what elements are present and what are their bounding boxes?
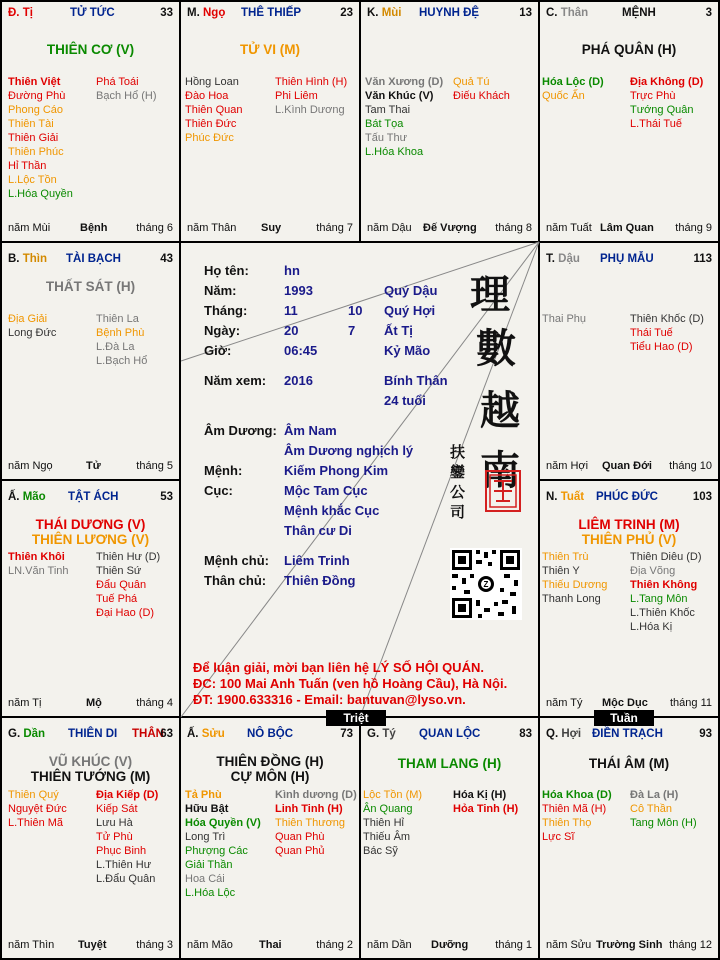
star-item: L.Thiên Khốc (630, 607, 695, 619)
main-star: PHÁ QUÂN (H) (581, 42, 677, 57)
stars-right (275, 75, 347, 117)
star-item: Tuế Phá (96, 593, 138, 605)
palace-ty[interactable] (361, 718, 538, 958)
star-item: Điếu Khách (453, 90, 510, 102)
star-item: L.Hóa Kị (630, 621, 673, 633)
footer-year: năm Ngọ (8, 460, 53, 472)
star-item: Đại Hao (D) (96, 607, 155, 619)
footer-year: năm Tuất (546, 222, 592, 234)
name-label: Họ tên: (204, 263, 249, 278)
footer-state: Lâm Quan (600, 222, 654, 234)
star-item: L.Hóa Quyền (8, 188, 73, 200)
stars-left (363, 788, 422, 858)
star-item: Phi Liêm (275, 90, 318, 102)
footer-year: năm Mùi (8, 222, 51, 234)
cuc-relation: Mệnh khắc Cục (284, 503, 380, 518)
contact-phone-email[interactable]: ĐT: 1900.633316 - Email: bantuvan@lyso.vn. (193, 692, 466, 707)
star-item: Thiếu Âm (363, 831, 411, 843)
footer-month: tháng 4 (136, 697, 173, 709)
palace-name: MỆNH (622, 7, 656, 19)
star-item: Bạch Hổ (H) (96, 90, 157, 102)
stars-right (96, 75, 157, 103)
star-item: Phong Cáo (8, 104, 64, 116)
star-item: L.Thái Tuế (630, 118, 682, 130)
footer-year: năm Dậu (367, 222, 412, 234)
star-item: Văn Xương (D) (365, 76, 444, 88)
star-item: Thiên Sứ (96, 565, 142, 577)
star-item: Thiên Hư (D) (96, 551, 161, 563)
palace-name: PHỤ MẪU (600, 253, 654, 265)
palace-branch: M. Ngọ (187, 7, 226, 19)
star-item: Thiên Quan (185, 104, 243, 116)
stars-left (185, 75, 242, 145)
star-item: Thiên Hỉ (363, 817, 404, 829)
palace-name: TỬ TỨC (70, 7, 115, 19)
palace-name: TÀI BẠCH (66, 253, 121, 265)
star-item: Hóa Kị (H) (453, 789, 507, 801)
star-item: Thiên Thọ (542, 817, 592, 829)
footer-year: năm Hợi (546, 460, 589, 472)
palace-branch: C. Thân (546, 7, 589, 19)
footer-month: tháng 2 (316, 939, 353, 951)
main-star: THIÊN PHỦ (V) (581, 532, 677, 547)
palace-name: TẬT ÁCH (68, 491, 119, 503)
age-value: 24 tuổi (384, 393, 426, 408)
footer-month: tháng 6 (136, 222, 173, 234)
palace-branch: B. Thìn (8, 253, 47, 265)
month-solar: 11 (284, 303, 298, 318)
palace-mao[interactable] (2, 481, 179, 716)
stars-left (365, 75, 443, 159)
palace-branch: Đ. Tị (8, 7, 33, 19)
star-item: Long Đức (8, 327, 57, 339)
star-item: Thiên Khôi (8, 551, 65, 563)
footer-month: tháng 3 (136, 939, 173, 951)
star-item: L.Đẩu Quân (96, 873, 156, 885)
hour-can: Kỷ Mão (384, 343, 431, 358)
star-item: Tướng Quân (630, 104, 694, 116)
palace-name: PHÚC ĐỨC (596, 491, 658, 503)
star-item: Thiên Không (630, 579, 698, 591)
footer-month: tháng 11 (669, 697, 712, 709)
stars-right (630, 312, 704, 354)
star-item: Địa Không (D) (630, 76, 704, 88)
star-item: Thái Tuế (630, 327, 673, 339)
star-item: Hóa Khoa (D) (542, 789, 612, 801)
menh-chu-label: Mệnh chủ: (204, 553, 269, 568)
star-item: Phượng Các (185, 845, 248, 857)
star-item: Kiếp Sát (96, 803, 138, 815)
star-item: Hỉ Thần (8, 160, 47, 172)
star-item: Thiên Tài (8, 118, 54, 130)
star-item: Đào Hoa (185, 90, 229, 102)
qr-code[interactable] (450, 548, 522, 620)
star-item: Lộc Tồn (M) (363, 789, 423, 801)
footer-month: tháng 7 (316, 222, 353, 234)
star-item: Văn Khúc (V) (365, 90, 434, 102)
view-year-label: Năm xem: (204, 373, 267, 388)
palace-branch: N. Tuất (546, 491, 585, 503)
palace-name: THÊ THIẾP (241, 7, 302, 19)
star-item: Giải Thần (185, 859, 233, 871)
main-star: THÁI ÂM (M) (588, 756, 670, 771)
day-can: Ất Tị (384, 323, 413, 338)
stars-right (96, 312, 147, 368)
palace-branch: G. Tý (367, 728, 396, 740)
palace-ngo[interactable] (181, 2, 359, 241)
palace-branch: T. Dậu (546, 253, 580, 265)
calligraphy-char: 理 (470, 271, 510, 318)
star-item: Thiên Trù (542, 551, 589, 563)
palace-branch: Q. Hợi (546, 728, 582, 740)
star-item: Thiên Thương (275, 817, 346, 829)
star-item: Lực Sĩ (542, 831, 575, 843)
hour-value: 06:45 (284, 343, 318, 358)
star-item: Thanh Long (542, 593, 601, 605)
star-item: Đẩu Quân (96, 579, 147, 591)
day-label: Ngày: (204, 323, 241, 338)
star-item: L.Hóa Lộc (185, 887, 236, 899)
star-item: Địa Giải (8, 313, 48, 325)
footer-state: Dưỡng (431, 939, 469, 951)
palace-branch: Ấ. Mão (8, 491, 46, 503)
star-item: Thiên Giải (8, 132, 59, 144)
contact-address: ĐC: 100 Mai Anh Tuấn (ven hồ Hoàng Cầu), Hà Nội. (193, 676, 508, 691)
footer-month: tháng 8 (495, 222, 532, 234)
star-item: Thiên Hình (H) (275, 76, 348, 88)
triet-tag: Triệt (326, 710, 386, 726)
month-label: Tháng: (204, 303, 248, 318)
footer-state: Trường Sinh (596, 939, 663, 951)
month-lunar: 10 (348, 303, 363, 318)
stars-right (275, 788, 357, 858)
footer-month: tháng 9 (675, 222, 712, 234)
star-item: Phục Binh (96, 845, 147, 857)
palace-name: NÔ BỘC (247, 728, 293, 740)
stars-left (8, 550, 69, 578)
star-item: Bát Tọa (365, 118, 404, 130)
stars-right (630, 550, 702, 634)
stars-left (8, 312, 56, 340)
palace-branch: G. Dần (8, 728, 46, 740)
star-item: Thai Phụ (542, 313, 587, 325)
than-position: Thân cư Di (284, 523, 352, 538)
main-star: THÁI DƯƠNG (V) (35, 517, 146, 532)
view-year-value: 2016 (284, 373, 313, 388)
palace-branch: Ấ. Sửu (187, 728, 225, 740)
footer-month: tháng 5 (136, 460, 173, 472)
star-item: Tiểu Hao (D) (630, 341, 693, 353)
palace-age: 93 (699, 728, 712, 740)
contact-line-1: Để luận giải, mời bạn liên hệ LÝ SỐ HỘI QUÁN. (193, 660, 484, 675)
tuan-tag: Tuần (594, 710, 654, 726)
footer-state: Mộ (86, 697, 102, 709)
star-item: Thiên Diêu (D) (630, 551, 702, 563)
menh-label: Mệnh: (204, 463, 243, 478)
star-item: Quả Tú (453, 76, 490, 88)
palace-age: 63 (160, 728, 173, 740)
palace-age: 113 (693, 253, 712, 265)
star-item: Tam Thai (365, 104, 411, 116)
palace-name-than: THÂN (132, 728, 164, 740)
star-item: Bệnh Phù (96, 327, 145, 339)
star-item: Ân Quang (363, 803, 413, 815)
main-star: THIÊN TƯỚNG (M) (30, 769, 151, 784)
star-item: L.Kình Dương (275, 104, 345, 116)
main-star: LIÊM TRINH (M) (578, 517, 680, 532)
footer-year: năm Sửu (546, 939, 592, 951)
stars-right (630, 75, 703, 131)
footer-month: tháng 1 (495, 939, 532, 951)
star-item: Thiên Khốc (D) (630, 313, 704, 325)
palace-age: 103 (692, 491, 712, 503)
star-item: Thiên Đức (185, 118, 237, 130)
stars-left (542, 550, 607, 606)
stars-left (185, 788, 261, 900)
main-star: THIÊN ĐỒNG (H) (216, 754, 324, 769)
star-item: Địa Võng (630, 565, 676, 577)
footer-state: Bệnh (80, 222, 108, 234)
main-star: TỬ VI (M) (240, 42, 300, 57)
footer-state: Mộc Dục (602, 697, 648, 709)
star-item: Thiên Quý (8, 789, 59, 801)
palace-ti[interactable] (2, 2, 179, 241)
main-star: THIÊN CƠ (V) (46, 42, 135, 57)
star-item: Thiên Việt (8, 76, 61, 88)
main-star: THẤT SÁT (H) (45, 279, 136, 294)
seal-stamp (485, 470, 521, 512)
star-item: Tấu Thư (365, 132, 408, 144)
star-item: L.Lộc Tồn (8, 174, 57, 186)
star-item: L.Đà La (96, 341, 135, 353)
star-item: LN.Văn Tinh (8, 565, 69, 577)
star-item: Hóa Lộc (D) (542, 76, 604, 88)
star-item: Kình dương (D) (275, 789, 357, 801)
star-item: Quan Phủ (275, 845, 325, 857)
star-item: Tử Phù (96, 831, 133, 843)
amduong-value: Âm Nam (284, 423, 337, 438)
footer-state: Tử (86, 460, 101, 472)
main-star: VŨ KHÚC (V) (48, 754, 133, 769)
footer-state: Tuyệt (78, 939, 107, 951)
footer-year: năm Dần (367, 939, 412, 951)
star-item: Địa Kiếp (D) (96, 789, 159, 801)
palace-age: 13 (519, 7, 532, 19)
stars-left (8, 75, 73, 201)
star-item: L.Thiên Hư (96, 859, 152, 871)
star-item: Thiên Phúc (8, 146, 64, 158)
amduong-label: Âm Dương: (204, 423, 277, 438)
footer-state: Thai (259, 939, 282, 951)
star-item: Quốc Ấn (542, 90, 585, 102)
menh-value: Kiếm Phong Kim (284, 463, 389, 478)
palace-mui[interactable] (361, 2, 538, 241)
stars-left (542, 312, 586, 326)
star-item: Đà La (H) (630, 789, 679, 801)
footer-state: Suy (261, 222, 282, 234)
stars-right (453, 788, 518, 816)
than-chu-label: Thân chủ: (204, 573, 267, 588)
palace-name: ĐIỀN TRẠCH (592, 728, 663, 740)
than-chu-value: Thiên Đồng (284, 573, 356, 588)
main-star: THIÊN LƯƠNG (V) (31, 532, 150, 547)
star-item: Trực Phù (630, 90, 676, 102)
palace-age: 53 (160, 491, 173, 503)
palace-age: 73 (340, 728, 353, 740)
star-item: Nguyệt Đức (8, 803, 67, 815)
star-item: Thiên La (96, 313, 139, 325)
star-item: Đường Phù (8, 90, 66, 102)
stars-right (630, 788, 697, 830)
cuc-value: Mộc Tam Cục (284, 483, 368, 498)
year-label: Năm: (204, 283, 237, 298)
star-item: Tả Phù (185, 789, 222, 801)
main-star: CỰ MÔN (H) (230, 769, 310, 784)
palace-dau[interactable] (540, 243, 718, 479)
star-item: Hữu Bật (185, 803, 229, 815)
star-item: Cô Thần (630, 803, 672, 815)
view-year-can: Bính Thân (384, 373, 448, 388)
star-item: L.Hóa Khoa (365, 146, 424, 158)
star-item: Hỏa Tinh (H) (453, 803, 519, 815)
star-item: L.Thiên Mã (8, 817, 64, 829)
calligraphy-char: 南 (480, 447, 520, 494)
day-solar: 20 (284, 323, 299, 338)
palace-thin[interactable] (2, 243, 179, 479)
star-item: Long Trì (185, 831, 226, 843)
name-value: hn (284, 263, 300, 278)
main-star: THAM LANG (H) (397, 756, 502, 771)
footer-year: năm Thân (187, 222, 237, 234)
palace-name: HUYNH ĐỆ (419, 7, 480, 19)
svg-text:Z: Z (483, 580, 489, 589)
cuc-label: Cục: (204, 483, 233, 498)
star-item: Hóa Quyền (V) (185, 817, 261, 829)
star-item: Thiếu Dương (542, 579, 608, 591)
star-item: Tang Môn (H) (630, 817, 697, 829)
star-item: L.Bạch Hổ (96, 355, 148, 367)
palace-suu[interactable] (181, 718, 359, 958)
star-item: Quan Phù (275, 831, 325, 843)
palace-name: THIÊN DI (68, 728, 118, 740)
day-lunar: 7 (348, 323, 356, 338)
menh-chu-value: Liêm Trinh (284, 553, 350, 568)
star-item: Phá Toái (96, 76, 139, 88)
star-item: Thiên Y (542, 565, 580, 577)
month-can: Quý Hợi (384, 303, 436, 318)
footer-state: Đế Vượng (423, 222, 477, 234)
palace-branch: K. Mùi (367, 7, 402, 19)
palace-age: 43 (160, 253, 173, 265)
palace-dan[interactable] (2, 718, 179, 958)
footer-month: tháng 12 (669, 939, 712, 951)
palace-name: QUAN LỘC (419, 728, 481, 740)
center-info-panel (180, 242, 539, 717)
star-item: Hoa Cái (185, 873, 225, 885)
footer-year: năm Tý (546, 697, 583, 709)
year-can: Quý Dậu (384, 283, 438, 298)
stars-right (96, 550, 160, 620)
star-item: Thiên Mã (H) (542, 803, 607, 815)
hour-label: Giờ: (204, 343, 232, 358)
star-item: Lưu Hà (96, 817, 133, 829)
footer-state: Quan Đới (602, 460, 652, 472)
star-item: L.Tang Môn (630, 593, 688, 605)
star-item: Phúc Đức (185, 132, 234, 144)
stars-left (542, 75, 604, 103)
star-item: Linh Tinh (H) (275, 803, 343, 815)
palace-age: 3 (705, 7, 712, 19)
palace-tuat[interactable] (540, 481, 718, 716)
calligraphy-char: 數 (476, 325, 516, 372)
stars-right (453, 75, 510, 103)
footer-month: tháng 10 (669, 460, 712, 472)
calligraphy-char: 越 (480, 387, 520, 434)
palace-than[interactable] (540, 2, 718, 241)
footer-year: năm Tị (8, 697, 42, 709)
amduong-note: Âm Dương nghịch lý (284, 443, 414, 458)
stars-right (96, 788, 158, 886)
footer-year: năm Mão (187, 939, 233, 951)
palace-age: 83 (519, 728, 532, 740)
stars-left (542, 788, 612, 844)
stars-left (8, 788, 67, 830)
year-value: 1993 (284, 283, 313, 298)
star-item: Hồng Loan (185, 76, 239, 88)
star-item: Bác Sỹ (363, 845, 398, 857)
palace-age: 33 (160, 7, 173, 19)
calligraphy-subtitle: 扶鑾公司 (450, 443, 466, 521)
palace-hoi[interactable] (540, 718, 718, 958)
palace-age: 23 (340, 7, 353, 19)
footer-year: năm Thìn (8, 939, 55, 951)
